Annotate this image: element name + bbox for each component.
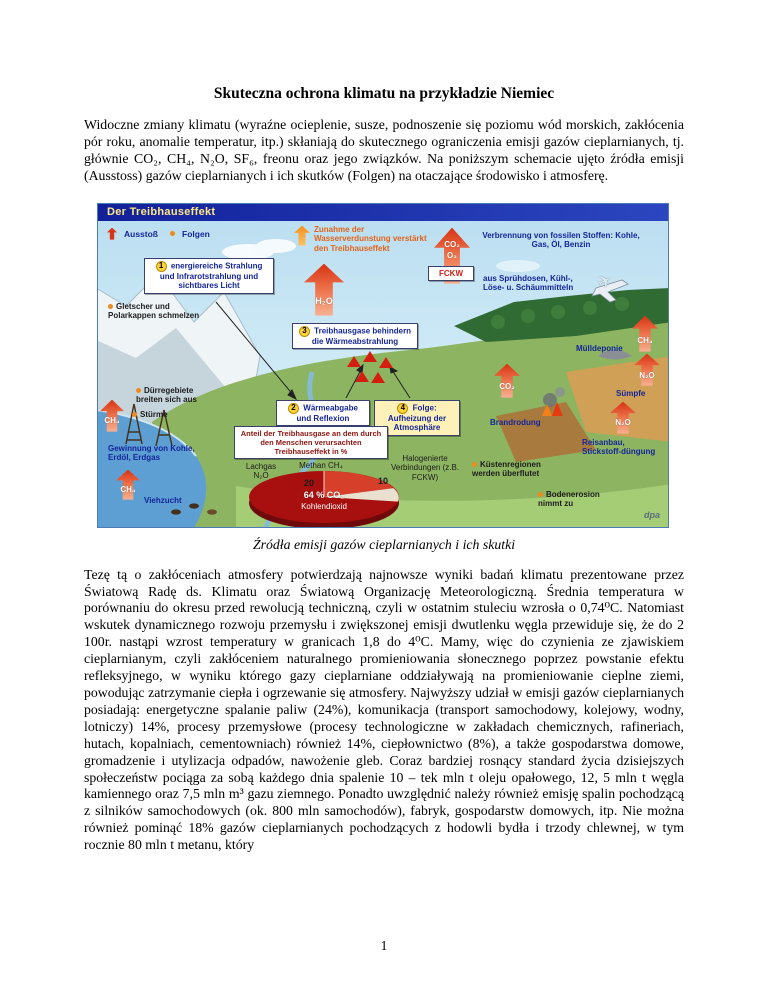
greenhouse-effect-diagram (97, 203, 669, 528)
label-duerregebiete (136, 386, 222, 405)
label-verbrennung: Verbrennung von fossilen Stoffen: Kohle, Gas, Öl, Benzin (482, 230, 640, 250)
label-suempfe: Sümpfe (616, 388, 646, 398)
folgen-bullet-icon (472, 462, 477, 467)
label-ch4-gewinnung: CH₄ (104, 415, 120, 425)
diagram-box-2 (276, 400, 370, 427)
box1-text: energiereiche Strahlung und Infrarotstrahlung und sichtbares Licht (159, 261, 263, 291)
label-n2o-reis: N₂O (615, 417, 631, 427)
intro-paragraph: Widoczne zmiany klimatu (wyraźne ocieplenie, susze, podnoszenie się poziomu wód morskich, zakłócenia pór roku, anomalie temperatur, itp.) skłaniają do skutecznego ograniczenia emisji gazów cieplarnianych, tj. głównie CO₂, CH₄, N₂O, SF₆, freonu oraz jego związków. Na poniższym schemacie ujęto źródła emisji (Ausstoss) gazów cieplarnianych i ich skutków (Folgen) na otaczające środowisko i atmosferę. (84, 117, 684, 183)
page-number: 1 (380, 938, 388, 953)
body-paragraph: Tezę tą o zakłóceniach atmosfery potwierdzają najnowsze wyniki badań klimatu prezentowane przez Światową Radę ds. Klimatu oraz Światową Organizację Meteorologiczną. Średnia temperatura w porównaniu do okresu przed rewolucją techniczną, czyli w ostatnim stuleciu wzrosła o 0,74⁰C. Natomiast wskutek dynamicznego rozwoju przemysłu i zwiększonej emisji dwutlenku węgla przewiduje się, że do 2 100r. nastąpi wzrost temperatury w granicach 1,8 do 4⁰C. Mamy, więc do czynienia ze zjawiskiem cieplarnianym, czyli zakłóceniem naturalnego promieniowania słonecznego poprzez powstanie efektu refleksyjnego, w wyniku którego gazy cieplarniane oddziaływają na promieniowanie cieplne ziemi, powodując zatrzymanie ciepła i ogrzewanie się atmosfery. Najwyższy udział w emisji gazów cieplarnianych posiadają: energetyczne spalanie paliw (24%), komunikacja (transport samochodowy, kolejowy, wodny, lotniczy) 14%, procesy przemysłowe (procesy technologiczne w zakładach chemicznych, rafineriach, hutach, kopalniach, cementowniach) również 14%, ciepłownictwo (8%), a także gospodarstwa domowe, gromadzenie i utylizacja odpadów, nawożenie gleb. Coraz bardziej rosnący standard życia dzisiejszych społeczeństw pociąga za sobą każdego dnia spalenie 10 – tek mln t oleju opałowego, 12, 5 mln t węgla kamiennego oraz 7,5 mln m³ gazu ziemnego. Ponadto uwzględnić należy również emisję spalin pochodzącą z silników samochodowych (ok. 800 mln samochodów), fabryk, gospodarstw domowych, itp. Nie można również pominąć 18% gazów cieplarnianych pochodzących z hodowli bydła i trzody chlewnej, w tym rocznie 80 mln t metanu, który (84, 566, 684, 853)
label-stuerme-text: Stürme (140, 409, 168, 419)
label-gletscher (108, 302, 203, 321)
diagram-legend (107, 228, 210, 240)
page-title: Skuteczna ochrona klimatu na przykładzie Niemiec (213, 85, 555, 102)
label-fckw: FCKW (428, 266, 474, 282)
folgen-bullet-icon (136, 388, 141, 393)
pie-center-percent: 64 % CO₂ (303, 489, 345, 500)
label-ch4-viehzucht: CH₄ (120, 484, 136, 494)
credit-dpa: dpa (644, 509, 661, 520)
label-viehzucht: Viehzucht (144, 495, 182, 505)
label-kuestenregionen (472, 460, 560, 479)
pie-value-methan: 20 (304, 477, 315, 488)
label-zunahme: Zunahme der Wasserverdunstung verstärkt den Treibhauseffekt (314, 224, 427, 253)
label-reisanbau: Reisanbau, Stickstoff-düngung (582, 437, 656, 457)
label-n2o-suempfe: N₂O (639, 370, 655, 380)
box3-text: Treibhausgase behindern die Wärmeabstrahlung (311, 326, 412, 346)
box1-number: 1 (156, 261, 167, 272)
label-kuestenregionen-text: Küstenregionen werden überflutet (472, 459, 541, 479)
folgen-bullet-icon (108, 304, 113, 309)
label-ch4-muell: CH₄ (637, 335, 653, 345)
airplane-icon: ✈ (594, 269, 616, 293)
label-bodenerosion (538, 490, 620, 509)
label-duerregebiete-text: Dürregebiete breiten sich aus (136, 385, 197, 405)
label-gewinnung: Gewinnung von Kohle, Erdöl, Erdgas (108, 443, 195, 463)
label-gletscher-text: Gletscher und Polarkappen schmelzen (108, 301, 200, 321)
label-spruehdosen: aus Sprühdosen, Kühl-, Löse- u. Schäummitteln (483, 273, 574, 293)
label-o3-top: O₃ (447, 250, 457, 260)
pie-title-box: Anteil der Treibhausgase an dem durch den Menschen verursachten Treibhauseffekt in % (234, 426, 388, 459)
diagram-title: Der Treibhauseffekt (98, 204, 668, 221)
legend-ausstoss-label: Ausstoß (124, 228, 158, 239)
diagram-box-3 (292, 323, 418, 350)
box3-number: 3 (299, 326, 310, 337)
box2-number: 2 (288, 403, 299, 414)
label-methan: Methan CH₄ (299, 460, 343, 470)
label-stuerme (132, 410, 194, 419)
folgen-bullet-icon (538, 492, 543, 497)
diagram-box-1 (144, 258, 274, 294)
folgen-dot-icon (170, 231, 175, 236)
box4-number: 4 (397, 403, 408, 414)
ausstoss-arrow-icon (107, 228, 117, 240)
label-brandrodung: Brandrodung (490, 417, 541, 427)
box4-text: Folge: Aufheizung der Atmosphäre (387, 403, 447, 433)
folgen-bullet-icon (132, 412, 137, 417)
pie-value-halogen: 10 (378, 475, 389, 486)
label-halogen: Halogenierte Verbindungen (z.B. FCKW) (390, 453, 460, 482)
label-h2o: H₂O (315, 295, 333, 306)
pie-center-name: Kohlendioxid (301, 501, 347, 511)
label-co2-brand: CO₂ (499, 381, 515, 391)
legend-folgen-label: Folgen (182, 228, 210, 239)
box2-text: Wärmeabgabe und Reflexion (296, 403, 358, 423)
label-bodenerosion-text: Bodenerosion nimmt zu (538, 489, 600, 509)
label-lachgas: Lachgas N₂O (245, 461, 277, 481)
label-muelldeponie: Mülldeponie (576, 343, 623, 353)
figure-caption: Źródła emisji gazów cieplarnianych i ich skutki (252, 536, 516, 552)
label-co2-top: CO₂ (444, 239, 460, 249)
